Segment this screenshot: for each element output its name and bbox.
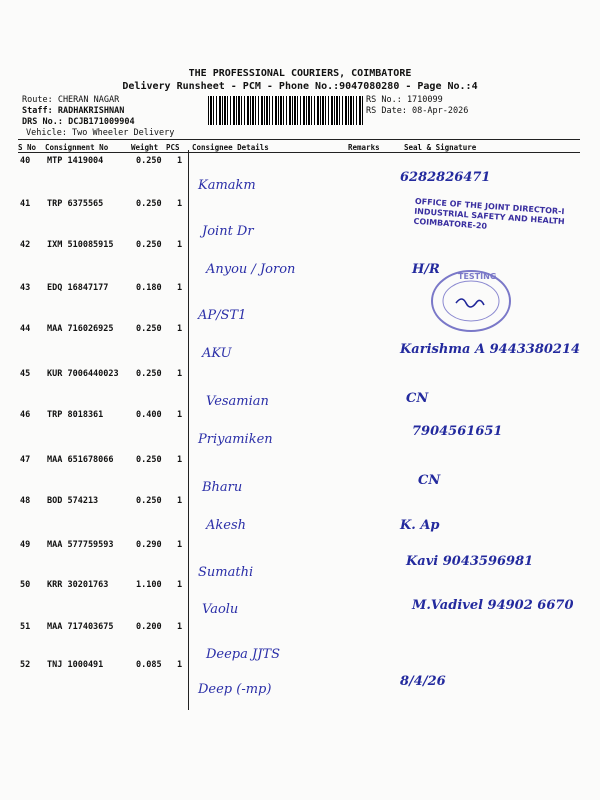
row-consignee-handwritten: Bharu [202, 480, 243, 495]
staff-label: Staff: [22, 106, 53, 116]
row-pcs: 1 [177, 324, 183, 334]
col-header-sno: S No [18, 143, 37, 152]
lab-stamp-text: TESTING [458, 272, 497, 281]
row-signature: M.Vadivel 94902 6670 [412, 598, 574, 613]
rs-number: RS No.: 1710099 [366, 95, 443, 105]
runsheet-row [0, 496, 600, 544]
row-pcs: 1 [177, 496, 183, 506]
row-sno: 51 [20, 622, 31, 632]
row-pcs: 1 [177, 156, 183, 166]
row-weight: 0.250 [136, 496, 162, 506]
row-signature: Karishma A 9443380214 [400, 342, 581, 357]
row-consignee-handwritten: Kamakm [198, 178, 256, 193]
barcode [208, 96, 363, 125]
row-consignment: MAA 716026925 [47, 324, 114, 334]
row-pcs: 1 [177, 283, 183, 293]
row-consignee-handwritten: Sumathi [198, 565, 254, 580]
row-pcs: 1 [177, 622, 183, 632]
drs-line [22, 117, 135, 127]
row-signature: CN [406, 391, 429, 406]
row-signature: K. Ap [400, 518, 440, 533]
row-weight: 0.290 [136, 540, 162, 550]
col-header-consignment: Consignment No [45, 143, 109, 152]
col-header-pcs: PCS [166, 143, 180, 152]
runsheet-row [0, 580, 600, 628]
row-consignment: KRR 30201763 [47, 580, 109, 590]
row-consignee-handwritten: Joint Dr [202, 224, 254, 239]
row-consignment: BOD 574213 [47, 496, 99, 506]
row-signature: H/R [412, 262, 440, 277]
staff-line [22, 106, 124, 116]
row-weight: 0.180 [136, 283, 162, 293]
row-signature: 7904561651 [412, 424, 503, 439]
row-sno: 46 [20, 410, 31, 420]
row-sno: 42 [20, 240, 31, 250]
col-header-weight: Weight [131, 143, 159, 152]
row-consignment: TNJ 1000491 [47, 660, 104, 670]
rs-date: RS Date: 08-Apr-2026 [366, 106, 469, 116]
runsheet-row [0, 410, 600, 458]
row-consignee-handwritten: Akesh [206, 518, 247, 533]
row-weight: 0.250 [136, 369, 162, 379]
row-pcs: 1 [177, 455, 183, 465]
row-consignee-handwritten: Deepa JJTS [206, 647, 281, 662]
row-sno: 41 [20, 199, 31, 209]
runsheet-row [0, 156, 600, 204]
route-text: Route: CHERAN NAGAR [22, 95, 120, 105]
row-pcs: 1 [177, 580, 183, 590]
runsheet-subtitle: Delivery Runsheet - PCM - Phone No.:9047080280 - Page No.:4 [122, 81, 478, 92]
row-consignment: KUR 7006440023 [47, 369, 119, 379]
row-sno: 49 [20, 540, 31, 550]
row-sno: 47 [20, 455, 31, 465]
row-pcs: 1 [177, 240, 183, 250]
row-weight: 0.250 [136, 455, 162, 465]
col-header-consignee: Consignee Details [192, 143, 269, 152]
row-signature: 6282826471 [400, 170, 491, 185]
row-weight: 0.200 [136, 622, 162, 632]
row-consignee-handwritten: Anyou / Joron [206, 262, 296, 277]
header-top-rule [18, 139, 580, 140]
row-signature: Kavi 9043596981 [406, 554, 534, 569]
row-weight: 0.250 [136, 240, 162, 250]
row-consignee-handwritten: Deep (-mp) [198, 682, 272, 697]
row-pcs: 1 [177, 660, 183, 670]
row-sno: 52 [20, 660, 31, 670]
office-stamp: OFFICE OF THE JOINT DIRECTOR-I INDUSTRIAL SAFETY AND HEALTH COIMBATORE-20 [413, 196, 565, 231]
row-consignment: TRP 6375565 [47, 199, 104, 209]
testing-lab-stamp [428, 263, 514, 335]
row-sno: 40 [20, 156, 31, 166]
row-consignee-handwritten: AKU [202, 346, 232, 361]
row-consignment: IXM 510085915 [47, 240, 114, 250]
row-pcs: 1 [177, 199, 183, 209]
row-sno: 48 [20, 496, 31, 506]
row-consignment: TRP 8018361 [47, 410, 104, 420]
row-consignee-handwritten: Priyamiken [198, 432, 273, 447]
row-consignment: MTP 1419004 [47, 156, 104, 166]
row-weight: 0.250 [136, 199, 162, 209]
row-consignee-handwritten: Vaolu [202, 602, 239, 617]
runsheet-title: THE PROFESSIONAL COURIERS, COIMBATORE [188, 68, 412, 79]
row-pcs: 1 [177, 369, 183, 379]
row-signature: CN [418, 473, 441, 488]
row-sno: 44 [20, 324, 31, 334]
drs-number: DCJB171009904 [68, 117, 135, 127]
row-consignment: MAA 717403675 [47, 622, 114, 632]
runsheet-row [0, 660, 600, 708]
drs-label: DRS No.: [22, 117, 63, 127]
row-sno: 45 [20, 369, 31, 379]
row-consignment: MAA 651678066 [47, 455, 114, 465]
header-bottom-rule [18, 152, 580, 153]
row-consignee-handwritten: Vesamian [206, 394, 269, 409]
row-sno: 43 [20, 283, 31, 293]
row-weight: 0.400 [136, 410, 162, 420]
vehicle-text: Vehicle: Two Wheeler Delivery [26, 128, 175, 138]
row-pcs: 1 [177, 410, 183, 420]
row-weight: 0.085 [136, 660, 162, 670]
row-weight: 0.250 [136, 156, 162, 166]
row-weight: 0.250 [136, 324, 162, 334]
row-signature: 8/4/26 [400, 674, 446, 689]
row-pcs: 1 [177, 540, 183, 550]
row-consignment: EDQ 16847177 [47, 283, 109, 293]
row-consignment: MAA 577759593 [47, 540, 114, 550]
col-header-remarks: Remarks [348, 143, 380, 152]
row-sno: 50 [20, 580, 31, 590]
staff-name: RADHAKRISHNAN [57, 106, 125, 116]
row-weight: 1.100 [136, 580, 162, 590]
col-header-signature: Seal & Signature [404, 143, 477, 152]
row-consignee-handwritten: AP/ST1 [198, 308, 247, 323]
